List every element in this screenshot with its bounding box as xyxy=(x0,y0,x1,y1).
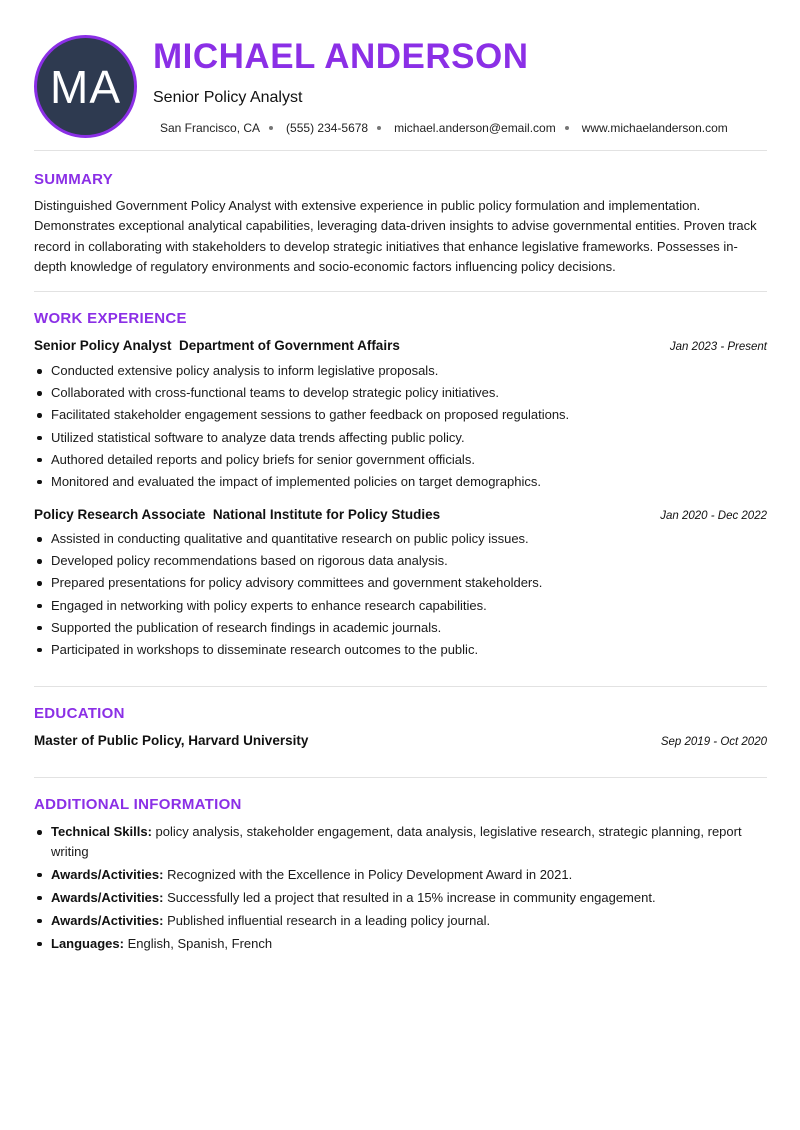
list-item: Authored detailed reports and policy briefs for senior government officials. xyxy=(34,450,767,472)
contact-phone: (555) 234-5678 xyxy=(286,121,369,135)
contact-location: San Francisco, CA xyxy=(160,121,261,135)
list-item: Facilitated stakeholder engagement sessions to gather feedback on proposed regulations. xyxy=(34,405,767,427)
job-header xyxy=(34,338,767,353)
item-text: English, Spanish, French xyxy=(123,935,273,951)
list-item: Supported the publication of research findings in academic journals. xyxy=(34,618,767,640)
contact-email[interactable]: michael.anderson@email.com xyxy=(394,121,556,135)
list-item: Participated in workshops to disseminate research outcomes to the public. xyxy=(34,640,767,662)
summary-text: Distinguished Government Policy Analyst with extensive experience in public policy formulation and implementation. Demonstrates exceptional analytical capabilities, leveraging data-driven insights to advise governmental entities. Proven track record in collaborating with stakeholders to develop strategic initiatives that enhance legislative frameworks. Possesses in-depth knowledge of regulatory environments and socio-economic factors influencing policy decisions. xyxy=(34,198,757,274)
education-entry xyxy=(34,733,767,748)
summary-heading: SUMMARY xyxy=(34,171,114,188)
list-item xyxy=(34,865,767,885)
list-item: Engaged in networking with policy experts to enhance research capabilities. xyxy=(34,596,767,618)
list-item: Prepared presentations for policy advisory committees and government stakeholders. xyxy=(34,573,767,595)
item-text: Recognized with the Excellence in Policy Development Award in 2021. xyxy=(163,866,573,882)
candidate-title: Senior Policy Analyst xyxy=(153,89,303,106)
item-label: Awards/Activities: xyxy=(51,866,164,882)
additional-list xyxy=(34,822,767,957)
degree: Master of Public Policy, Harvard University xyxy=(34,733,309,748)
divider xyxy=(34,150,767,151)
list-item: Assisted in conducting qualitative and quantitative research on public policy issues. xyxy=(34,529,767,551)
separator-dot-icon xyxy=(565,126,569,130)
list-item xyxy=(34,822,767,861)
additional-heading: ADDITIONAL INFORMATION xyxy=(34,796,242,813)
job-dates: Jan 2023 - Present xyxy=(669,341,767,353)
list-item xyxy=(34,888,767,908)
item-label: Awards/Activities: xyxy=(51,912,164,928)
list-item: Collaborated with cross-functional teams to develop strategic policy initiatives. xyxy=(34,383,767,405)
job-title: Policy Research Associate National Institute for Policy Studies xyxy=(34,507,441,522)
item-text: Successfully led a project that resulted in a 15% increase in community engagement. xyxy=(163,889,656,905)
education-heading: EDUCATION xyxy=(34,705,125,722)
list-item xyxy=(34,934,767,954)
job-bullets xyxy=(34,529,767,662)
divider xyxy=(34,777,767,778)
experience-heading: WORK EXPERIENCE xyxy=(34,310,187,327)
avatar-initials: MA xyxy=(50,60,121,113)
job-dates: Jan 2020 - Dec 2022 xyxy=(660,510,767,522)
separator-dot-icon xyxy=(269,126,273,130)
job-header xyxy=(34,507,767,522)
item-text: policy analysis, stakeholder engagement, data analysis, legislative research, strategic planning, report writing xyxy=(51,824,742,859)
divider xyxy=(34,291,767,292)
divider xyxy=(34,686,767,687)
avatar xyxy=(34,35,137,138)
job-bullets xyxy=(34,361,767,494)
item-label: Languages: xyxy=(51,935,124,951)
item-label: Awards/Activities: xyxy=(51,889,164,905)
list-item: Conducted extensive policy analysis to inform legislative proposals. xyxy=(34,361,767,383)
item-label: Technical Skills: xyxy=(51,824,152,839)
education-dates: Sep 2019 - Oct 2020 xyxy=(660,736,767,748)
contact-bar xyxy=(160,121,728,135)
separator-dot-icon xyxy=(377,126,381,130)
list-item: Monitored and evaluated the impact of implemented policies on target demographics. xyxy=(34,472,767,494)
contact-website[interactable]: www.michaelanderson.com xyxy=(581,121,728,135)
list-item xyxy=(34,911,767,931)
list-item: Utilized statistical software to analyze data trends affecting public policy. xyxy=(34,428,767,450)
job-title: Senior Policy Analyst Department of Government Affairs xyxy=(34,338,400,353)
list-item: Developed policy recommendations based on rigorous data analysis. xyxy=(34,551,767,573)
candidate-name: MICHAEL ANDERSON xyxy=(153,37,529,76)
item-text: Published influential research in a leading policy journal. xyxy=(163,912,491,928)
